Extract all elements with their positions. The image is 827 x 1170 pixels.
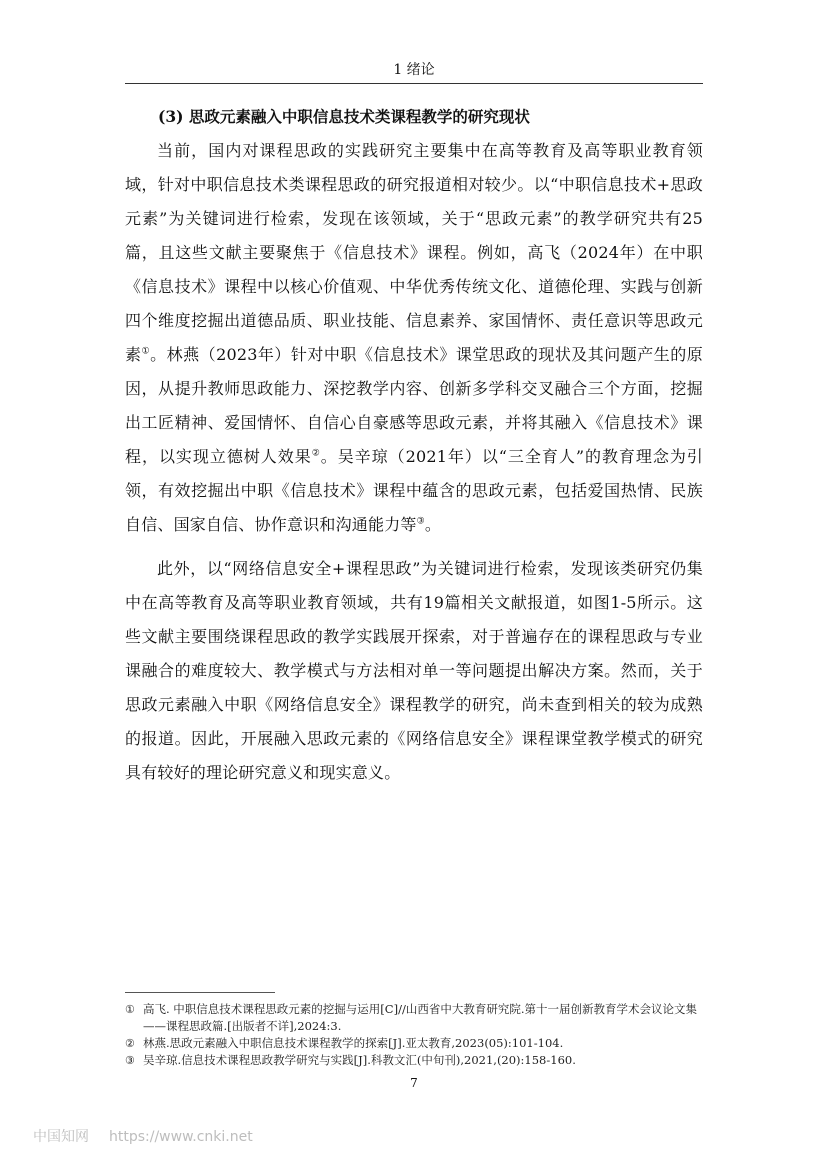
footnotes xyxy=(125,1001,703,1069)
footnote-ref-3[interactable]: ③ xyxy=(416,516,425,527)
footnote-text: 吴辛琼.信息技术课程思政教学研究与实践[J].科教文汇(中旬刊),2021,(20):158-160. xyxy=(143,1053,576,1067)
paragraph-1-text-a: 当前，国内对课程思政的实践研究主要集中在高等教育及高等职业教育领域，针对中职信息技术类课程思政的研究报道相对较少。以“中职信息技术+思政元素”为关键词进行检索，发现在该领域，关于“思政元素”的教学研究共有25篇，且这些文献主要聚焦于《信息技术》课程。例如，高飞（2024年）在中职《信息技术》课程中以核心价值观、中华优秀传统文化、道德伦理、实践与创新四个维度挖掘出道德品质、职业技能、信息素养、家国情怀、责任意识等思政元素 xyxy=(125,141,703,364)
page-number: 7 xyxy=(410,1076,418,1090)
chapter-title: 1 绪论 xyxy=(393,62,435,78)
footnote-item xyxy=(125,1001,703,1035)
watermark-url[interactable]: https://www.cnki.net xyxy=(109,1129,253,1145)
watermark-site-name: 中国知网 xyxy=(33,1129,89,1145)
footnote-separator xyxy=(125,992,275,993)
cnki-watermark xyxy=(33,1126,253,1146)
footnote-ref-2[interactable]: ② xyxy=(311,448,321,459)
paragraph-1-text-b: 。林燕（2023年）针对中职《信息技术》课堂思政的现状及其问题产生的原因，从提升教师思政能力、深挖教学内容、创新多学科交叉融合三个方面，挖掘出工匠精神、爱国情怀、自信心自豪感等思政元素，并将其融入《信息技术》课程，以实现立德树人效果 xyxy=(125,345,703,466)
running-header xyxy=(125,60,703,84)
footnote-ref-1[interactable]: ① xyxy=(141,346,151,357)
paragraph-2: 此外，以“网络信息安全+课程思政”为关键词进行检索，发现该类研究仍集中在高等教育及高等职业教育领域，共有19篇相关文献报道，如图1-5所示。这些文献主要围绕课程思政的教学实践展开探索，对于普遍存在的课程思政与专业课融合的难度较大、教学模式与方法相对单一等问题提出解决方案。然而，关于思政元素融入中职《网络信息安全》课程教学的研究，尚未查到相关的较为成熟的报道。因此，开展融入思政元素的《网络信息安全》课程课堂教学模式的研究具有较好的理论研究意义和现实意义。 xyxy=(125,559,703,782)
footnote-item xyxy=(125,1035,703,1052)
paragraph-1 xyxy=(125,134,703,542)
footnote-mark: ③ xyxy=(125,1054,135,1067)
page-body xyxy=(125,100,703,790)
footnote-mark: ② xyxy=(125,1037,135,1050)
footnote-text: 高飞. 中职信息技术课程思政元素的挖掘与运用[C]//山西省中大教育研究院.第十一届创新教育学术会议论文集——课程思政篇.[出版者不详],2024:3. xyxy=(143,1002,697,1033)
paragraph-1-text-d: 。 xyxy=(424,515,442,534)
section-heading: (3) 思政元素融入中职信息技术类课程教学的研究现状 xyxy=(158,107,530,126)
footnote-item xyxy=(125,1052,703,1069)
paragraph-1-text-c: 。吴辛琼（2021年）以“三全育人”的教育理念为引领，有效挖掘出中职《信息技术》课程中蕴含的思政元素，包括爱国热情、民族自信、国家自信、协作意识和沟通能力等 xyxy=(125,447,703,534)
footnote-mark: ① xyxy=(125,1003,135,1016)
footnote-text: 林燕.思政元素融入中职信息技术课程教学的探索[J].亚太教育,2023(05):101-104. xyxy=(143,1036,564,1050)
